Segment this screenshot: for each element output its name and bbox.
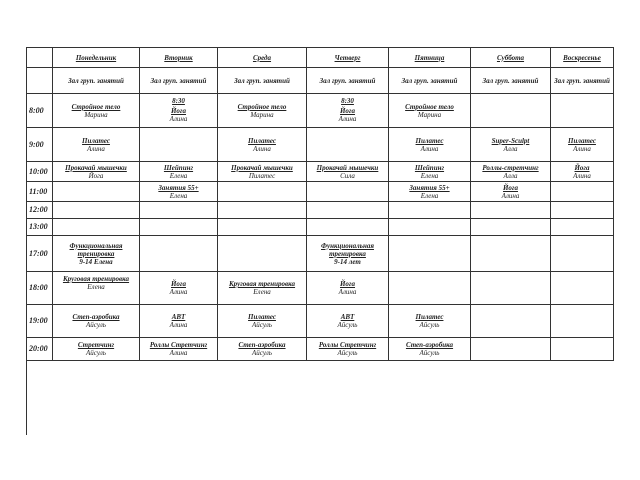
day-label: Среда	[252, 53, 272, 62]
day-header-fri	[389, 48, 471, 68]
empty-cell	[307, 219, 389, 236]
hall-label-fri: Зал груп. занятий	[389, 68, 471, 94]
empty-cell	[53, 202, 140, 219]
instructor-name: Елена	[420, 171, 439, 180]
day-header-tue	[140, 48, 218, 68]
class-title: Стройное тело	[71, 102, 121, 111]
day-label: Четверг	[334, 53, 361, 62]
instructor-name: Елена	[253, 288, 271, 296]
instructor-name: Алла	[503, 144, 518, 153]
class-cell	[389, 182, 471, 202]
class-title: Super-Sculpt	[491, 136, 530, 145]
instructor-name: Алла	[503, 171, 518, 180]
class-cell	[307, 236, 389, 272]
empty-cell	[140, 202, 218, 219]
instructor-name: Алина	[501, 191, 520, 200]
class-cell	[53, 272, 140, 305]
day-header-mon	[53, 48, 140, 68]
instructor-name: Марина	[417, 110, 442, 119]
instructor-name: Алина	[169, 321, 188, 329]
day-header-sun	[551, 48, 614, 68]
class-cell	[389, 162, 471, 182]
class-title: Стройное тело	[405, 102, 454, 111]
class-title: ABT	[340, 313, 355, 321]
empty-cell	[307, 202, 389, 219]
class-cell	[551, 128, 614, 162]
class-cell	[307, 305, 389, 338]
class-title: Стройное тело	[237, 102, 287, 111]
instructor-name: 9-14 Елена	[79, 257, 113, 266]
time-cell: 13:00	[27, 219, 53, 236]
class-cell	[140, 162, 218, 182]
class-cell	[389, 305, 471, 338]
class-cell	[140, 305, 218, 338]
instructor-name: Алина	[338, 115, 357, 123]
empty-cell	[307, 182, 389, 202]
empty-cell	[471, 202, 551, 219]
instructor-name: Айсуль	[252, 349, 272, 357]
corner-cell	[27, 48, 53, 68]
empty-cell	[551, 236, 614, 272]
class-cell	[218, 338, 307, 361]
instructor-name: Йога	[88, 171, 104, 180]
instructor-name: Алина	[169, 288, 188, 296]
time-cell: 19:00	[27, 305, 53, 338]
class-title: Шейпинг	[414, 163, 445, 172]
time-cell: 17:00	[27, 236, 53, 272]
class-time: 8:30	[172, 97, 185, 105]
class-cell	[471, 162, 551, 182]
class-cell	[140, 182, 218, 202]
day-header-thu	[307, 48, 389, 68]
class-cell	[218, 305, 307, 338]
class-title: Занятия 55+	[158, 183, 199, 192]
empty-cell	[307, 128, 389, 162]
class-title: Йога	[339, 107, 356, 115]
class-title: Пилатес	[415, 136, 444, 145]
empty-cell	[551, 305, 614, 338]
time-cell: 9:00	[27, 128, 53, 162]
day-header-wed	[218, 48, 307, 68]
class-cell	[389, 94, 471, 128]
instructor-name: Елена	[169, 191, 188, 200]
empty-cell	[389, 219, 471, 236]
instructor-name: Елена	[169, 171, 188, 180]
day-label: Понедельник	[75, 53, 117, 62]
day-label: Пятница	[414, 53, 445, 62]
class-title: Шейпинг	[163, 163, 194, 172]
class-title: Йога	[574, 163, 590, 172]
corner-cell	[27, 68, 53, 94]
class-title: Роллы Стретчинг	[318, 341, 377, 349]
empty-cell	[140, 128, 218, 162]
class-title: Пилатес	[248, 136, 276, 145]
class-title: Занятия 55+	[409, 183, 450, 192]
empty-cell	[140, 236, 218, 272]
time-cell: 10:00	[27, 162, 53, 182]
hall-label-sun: Зал груп. занятий	[551, 68, 614, 94]
class-cell	[218, 94, 307, 128]
empty-cell	[53, 219, 140, 236]
class-title: Пилатес	[248, 313, 276, 321]
hall-label-mon: Зал груп. занятий	[53, 68, 140, 94]
day-label: Вторник	[164, 53, 193, 62]
class-title: ABT	[171, 313, 186, 321]
empty-cell	[218, 219, 307, 236]
class-title: Роллы Стретчинг	[149, 341, 208, 349]
instructor-name: Елена	[87, 283, 105, 291]
class-title: Прокачай мышечки	[316, 163, 379, 172]
empty-cell	[471, 305, 551, 338]
class-cell	[218, 162, 307, 182]
class-title: Прокачай мышечки	[231, 163, 293, 172]
class-cell	[551, 162, 614, 182]
instructor-name: Алина	[338, 288, 357, 296]
hall-label-thu: Зал груп. занятий	[307, 68, 389, 94]
class-cell	[471, 128, 551, 162]
class-cell	[53, 338, 140, 361]
instructor-name: Алина	[169, 115, 188, 123]
empty-cell	[471, 94, 551, 128]
class-cell	[53, 128, 140, 162]
instructor-name: Алина	[420, 144, 439, 153]
class-title: Круговая тренировка	[228, 280, 296, 288]
instructor-name: Айсуль	[419, 349, 440, 357]
time-cell: 20:00	[27, 338, 53, 361]
empty-cell	[551, 182, 614, 202]
hall-label-wed: Зал груп. занятий	[218, 68, 307, 94]
empty-cell	[471, 236, 551, 272]
class-title: Прокачай мышечки	[65, 163, 127, 172]
time-cell: 18:00	[27, 272, 53, 305]
instructor-name: Марина	[250, 110, 274, 119]
class-cell	[307, 338, 389, 361]
class-title: Функциональная тренировка	[321, 241, 374, 258]
class-cell	[307, 272, 389, 305]
instructor-name: Айсуль	[337, 321, 358, 329]
class-title: Йога	[170, 280, 187, 288]
instructor-name: Сила	[340, 171, 355, 180]
day-header-sat	[471, 48, 551, 68]
hall-label-tue: Зал груп. занятий	[140, 68, 218, 94]
class-title: Круговая тренировка	[62, 275, 130, 283]
instructor-name: Айсуль	[86, 349, 106, 357]
instructor-name: Марина	[84, 110, 108, 119]
class-cell	[140, 272, 218, 305]
empty-cell	[140, 219, 218, 236]
instructor-name: Алина	[169, 349, 188, 357]
class-cell	[53, 162, 140, 182]
instructor-name: Пилатес	[248, 171, 276, 180]
class-title: Степ-аэробика	[405, 341, 454, 349]
class-cell	[53, 236, 140, 272]
empty-cell	[218, 236, 307, 272]
class-cell	[389, 128, 471, 162]
instructor-name: Айсуль	[252, 321, 272, 329]
empty-cell	[471, 272, 551, 305]
empty-cell	[551, 202, 614, 219]
class-title: Йога	[170, 107, 187, 115]
class-cell	[140, 338, 218, 361]
empty-cell	[389, 272, 471, 305]
class-cell	[471, 182, 551, 202]
class-title: Степ-аэробика	[72, 313, 120, 321]
class-time: 8:30	[341, 97, 354, 105]
hall-label-sat: Зал груп. занятий	[471, 68, 551, 94]
instructor-name: Елена	[420, 191, 439, 200]
time-cell: 12:00	[27, 202, 53, 219]
class-cell	[53, 305, 140, 338]
instructor-name: 9-14 лет	[334, 257, 361, 266]
class-cell	[53, 94, 140, 128]
empty-cell	[551, 94, 614, 128]
instructor-name: Алина	[573, 144, 591, 153]
instructor-name: Алина	[573, 171, 591, 180]
empty-cell	[389, 236, 471, 272]
instructor-name: Айсуль	[86, 321, 106, 329]
empty-cell	[218, 182, 307, 202]
instructor-name: Айсуль	[419, 321, 440, 329]
class-cell	[218, 128, 307, 162]
empty-cell	[551, 219, 614, 236]
empty-cell	[551, 338, 614, 361]
class-cell	[307, 94, 389, 128]
instructor-name: Алина	[87, 144, 105, 153]
class-title: Роллы-стретчинг	[482, 163, 539, 172]
time-cell: 8:00	[27, 94, 53, 128]
empty-cell	[218, 202, 307, 219]
class-cell	[218, 272, 307, 305]
class-title: Пилатес	[568, 136, 596, 145]
empty-cell	[471, 219, 551, 236]
instructor-name: Алина	[253, 144, 271, 153]
class-cell	[307, 162, 389, 182]
empty-cell	[551, 272, 614, 305]
class-cell	[389, 338, 471, 361]
day-label: Воскресенье	[563, 53, 601, 62]
class-title: Йога	[502, 183, 519, 192]
class-title: Функциональная тренировка	[69, 241, 123, 258]
day-label: Суббота	[496, 53, 525, 62]
empty-cell	[389, 202, 471, 219]
empty-cell	[471, 338, 551, 361]
time-cell: 11:00	[27, 182, 53, 202]
class-title: Степ-аэробика	[238, 341, 286, 349]
class-title: Пилатес	[82, 136, 110, 145]
schedule-table	[26, 47, 614, 435]
class-cell	[140, 94, 218, 128]
instructor-name: Айсуль	[337, 349, 358, 357]
class-title: Стретчинг	[77, 341, 115, 349]
class-title: Пилатес	[415, 313, 444, 321]
class-title: Йога	[339, 280, 356, 288]
empty-cell	[53, 182, 140, 202]
